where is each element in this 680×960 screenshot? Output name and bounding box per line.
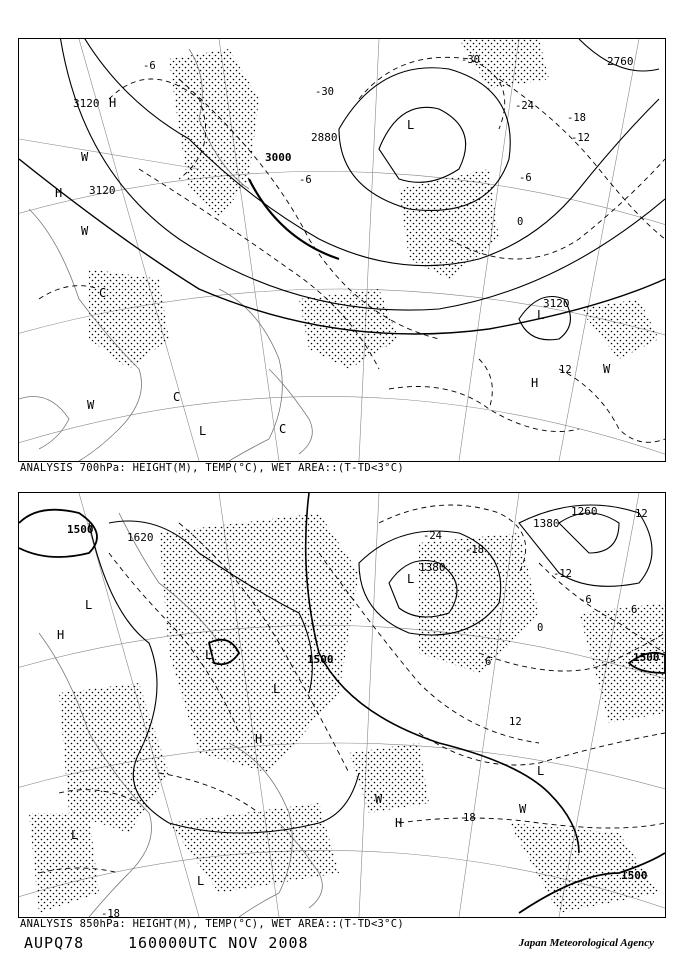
temp-label: -18 (465, 544, 484, 556)
center-label: L (407, 572, 415, 586)
height-label: 1620 (127, 531, 154, 544)
temp-label: 12 (635, 508, 648, 520)
temp-label: -6 (519, 172, 532, 184)
chart-code: AUPQ78 (24, 934, 85, 952)
map-850hpa-canvas (19, 493, 665, 917)
height-label: 3120 (543, 297, 570, 310)
temp-label: 6 (631, 604, 638, 616)
center-label: W (87, 398, 95, 412)
temp-label: 12 (559, 364, 572, 376)
temp-label: -30 (315, 86, 334, 98)
center-label: W (375, 792, 383, 806)
caption-700hpa: ANALYSIS 700hPa: HEIGHT(M), TEMP(°C), WET AREA::(T-TD<3°C) (20, 462, 405, 474)
center-label: W (81, 224, 89, 238)
height-label: 3120 (89, 184, 116, 197)
temp-label: -6 (299, 174, 312, 186)
center-label: W (519, 802, 527, 816)
height-label: 2760 (607, 55, 634, 68)
center-label: H (55, 186, 63, 200)
height-label: 1500 (307, 653, 334, 666)
center-label: C (173, 390, 181, 404)
analysis-time: 160000UTC NOV 2008 (128, 934, 309, 952)
map-panel-700hpa (18, 38, 666, 462)
map-panel-850hpa (18, 492, 666, 918)
center-label: L (537, 308, 545, 322)
height-label: 3000 (265, 151, 292, 164)
pressure-centers (55, 96, 611, 438)
center-label: L (71, 828, 79, 842)
center-label: C (99, 286, 107, 300)
center-label: W (81, 150, 89, 164)
map-700hpa-canvas (19, 39, 665, 461)
center-label: L (85, 598, 93, 612)
center-label: H (57, 628, 65, 642)
center-label: H (395, 816, 403, 830)
center-label: L (273, 682, 281, 696)
height-labels (73, 55, 634, 310)
center-label: L (199, 424, 207, 438)
center-label: C (279, 422, 287, 436)
temp-label: 0 (537, 622, 544, 634)
height-label: 2880 (311, 131, 338, 144)
temp-label: -18 (101, 908, 120, 917)
center-label: L (537, 764, 545, 778)
temp-label: -6 (143, 60, 156, 72)
temp-label: 6 (485, 656, 492, 668)
center-label: L (205, 648, 213, 662)
center-label: W (603, 362, 611, 376)
center-label: L (407, 118, 415, 132)
height-label: 3120 (73, 97, 100, 110)
center-label: H (255, 732, 263, 746)
temp-label: -18 (567, 112, 586, 124)
temp-label: 0 (517, 216, 524, 228)
center-label: L (197, 874, 205, 888)
height-label: 1500 (67, 523, 94, 536)
temp-label: -12 (553, 568, 572, 580)
center-label: H (109, 96, 117, 110)
wet-area-dots (89, 39, 659, 369)
height-label: 1500 (633, 651, 660, 664)
height-label: 1500 (621, 869, 648, 882)
temp-label: 18 (463, 812, 476, 824)
caption-850hpa: ANALYSIS 850hPa: HEIGHT(M), TEMP(°C), WET AREA::(T-TD<3°C) (20, 918, 405, 930)
temp-label: -24 (423, 530, 442, 542)
temp-label: 12 (509, 716, 522, 728)
agency-name: Japan Meteorological Agency (518, 937, 654, 949)
temp-label: -30 (461, 54, 480, 66)
center-label: H (531, 376, 539, 390)
temp-label: -12 (571, 132, 590, 144)
height-label: 1260 (571, 505, 598, 518)
temp-label: -24 (515, 100, 534, 112)
temp-label: -6 (579, 594, 592, 606)
height-label: 1380 (419, 561, 446, 574)
height-label: 1380 (533, 517, 560, 530)
coastline (19, 49, 312, 461)
